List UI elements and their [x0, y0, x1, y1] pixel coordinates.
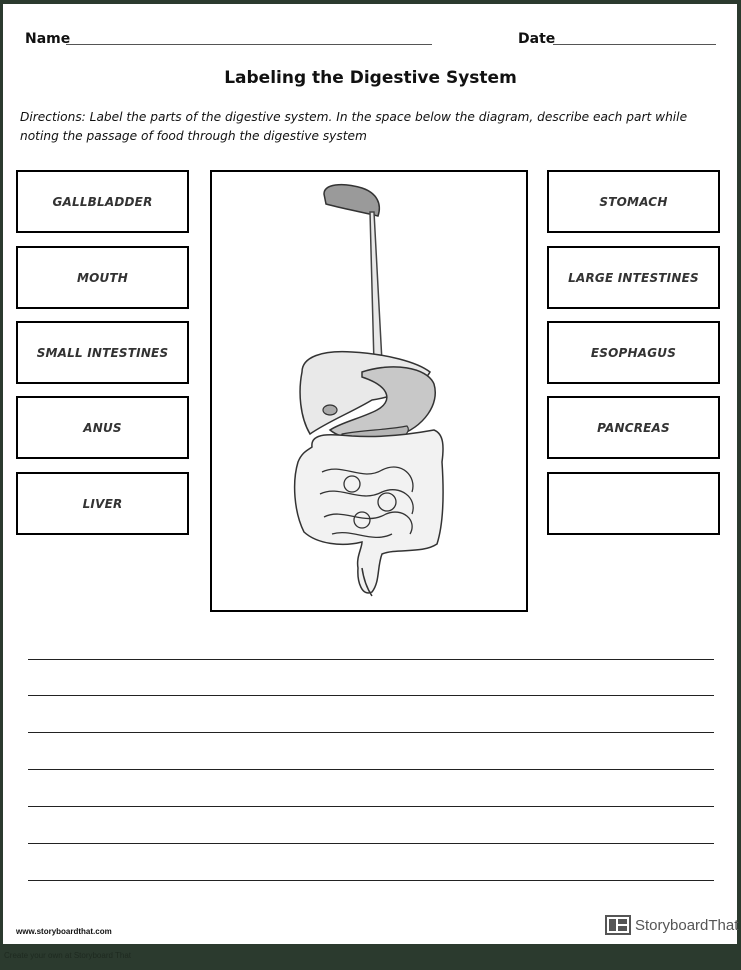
label-box-right-3[interactable]: [547, 321, 720, 384]
writing-line-4[interactable]: [28, 769, 714, 770]
label-text: STOMACH: [599, 194, 668, 209]
label-box-left-5[interactable]: [16, 472, 189, 535]
brand-name: StoryboardThat: [635, 916, 739, 934]
digestive-system-illustration: [212, 172, 526, 610]
date-label: Date: [518, 31, 556, 47]
writing-line-2[interactable]: [28, 695, 714, 696]
writing-line-6[interactable]: [28, 843, 714, 844]
label-box-right-1[interactable]: [547, 170, 720, 233]
directions-text: Directions: Label the parts of the digestive system. In the space below the diagram, describe each part while noting the passage of food through the digestive system: [20, 110, 688, 143]
label-text: PANCREAS: [597, 420, 670, 435]
label-box-right-5-blank[interactable]: [547, 472, 720, 535]
label-text: ESOPHAGUS: [590, 345, 677, 360]
digestive-system-diagram: [210, 170, 528, 612]
worksheet-title: Labeling the Digestive System: [224, 68, 517, 88]
footer-url: www.storyboardthat.com: [16, 927, 112, 936]
label-text: LIVER: [82, 496, 123, 511]
name-field-line[interactable]: [66, 44, 432, 45]
date-field-line[interactable]: [553, 44, 716, 45]
label-text: MOUTH: [76, 270, 129, 285]
bottom-note: Create your own at Storyboard That: [4, 951, 132, 960]
name-label: Name: [25, 31, 71, 47]
label-box-right-2[interactable]: [547, 246, 720, 309]
writing-line-3[interactable]: [28, 732, 714, 733]
label-text: GALLBLADDER: [52, 194, 153, 209]
large-intestine-shape: [295, 430, 444, 593]
writing-line-5[interactable]: [28, 806, 714, 807]
label-box-left-4[interactable]: [16, 396, 189, 459]
label-text: SMALL INTESTINES: [36, 345, 169, 360]
writing-line-1[interactable]: [28, 659, 714, 660]
label-box-left-1[interactable]: [16, 170, 189, 233]
label-text: LARGE INTESTINES: [568, 270, 699, 285]
esophagus-shape: [370, 212, 382, 364]
writing-line-7[interactable]: [28, 880, 714, 881]
storyboardthat-logo: [605, 915, 738, 935]
label-text: ANUS: [83, 420, 122, 435]
gallbladder-shape: [323, 405, 337, 415]
storyboard-icon: [605, 915, 631, 935]
label-box-left-3[interactable]: [16, 321, 189, 384]
label-box-right-4[interactable]: [547, 396, 720, 459]
label-box-left-2[interactable]: [16, 246, 189, 309]
